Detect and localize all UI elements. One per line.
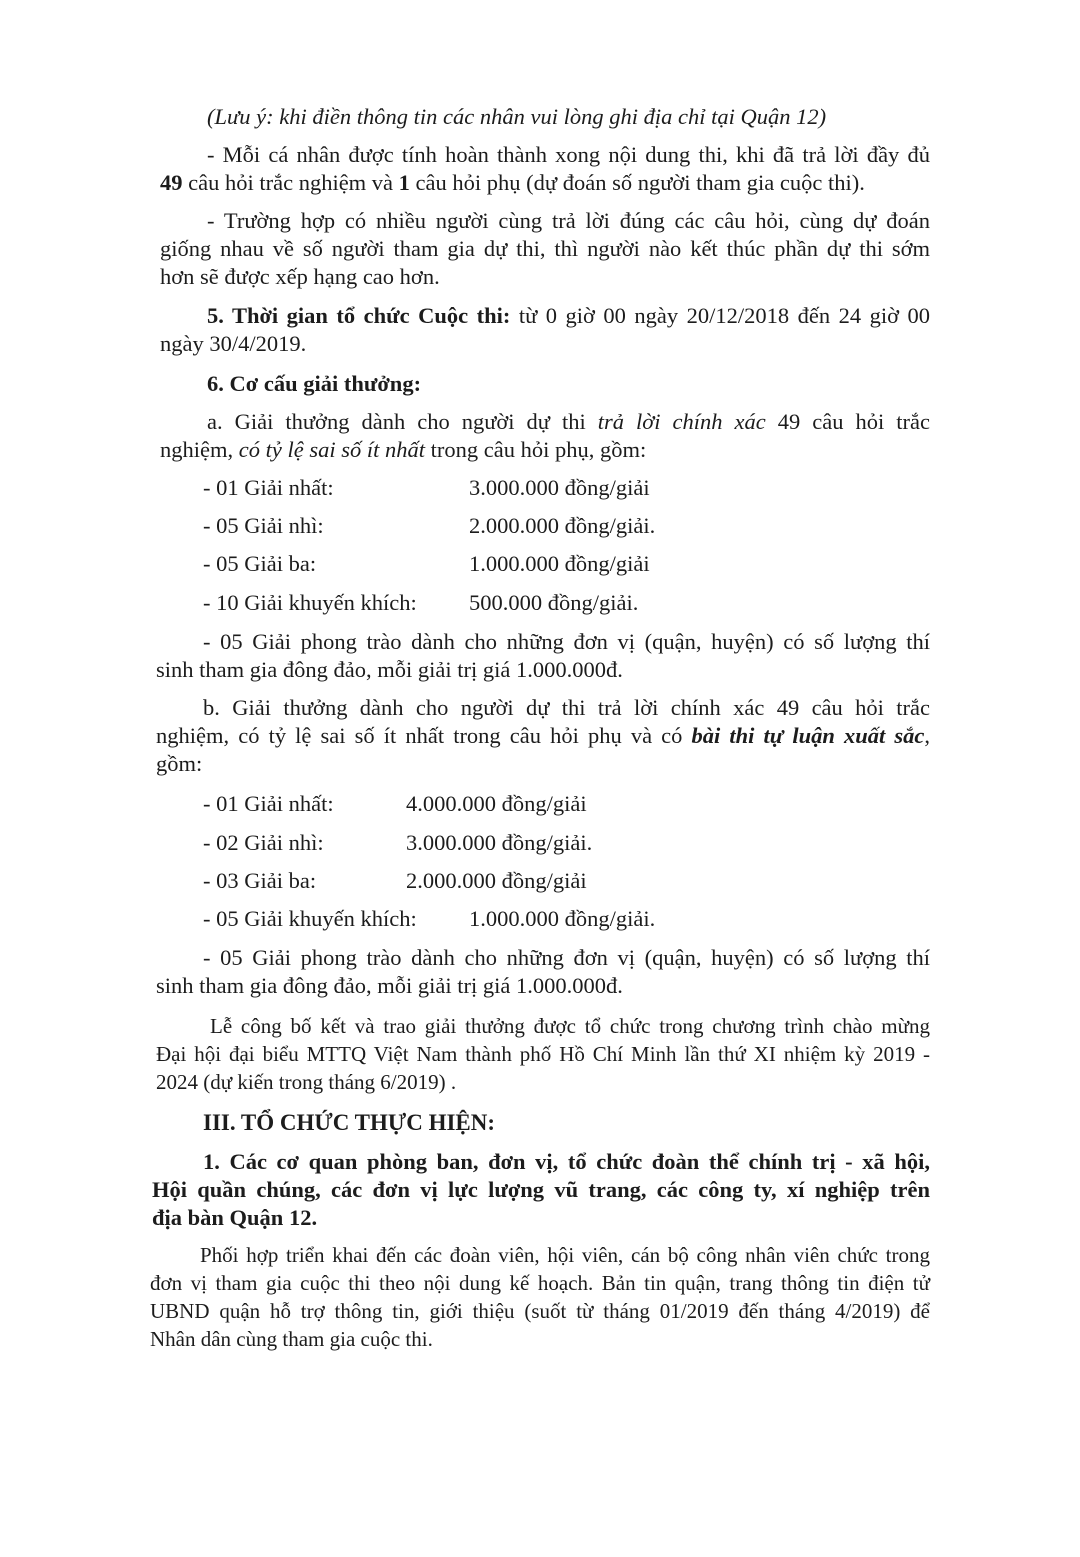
prize-b-comma: , xyxy=(924,723,930,748)
prize-b-label: - 02 Giải nhì: xyxy=(203,830,324,855)
section3-sub1-line-3: địa bàn Quận 12. xyxy=(152,1205,318,1230)
prize-a-label: - 05 Giải nhì: xyxy=(203,513,324,538)
completion-line-1: - Mỗi cá nhân được tính hoàn thành xong nội dung thi, khi đã trả lời đầy đủ xyxy=(207,142,930,167)
ceremony-line-2: Đại hội đại biểu MTTQ Việt Nam thành phố Hồ Chí Minh lần thứ XI nhiệm kỳ 2019 - xyxy=(156,1042,930,1066)
completion-text-end: câu hỏi phụ (dự đoán số người tham gia cuộc thi). xyxy=(409,170,865,195)
sub-question-count: 1 xyxy=(398,170,410,195)
prize-a-line-2 xyxy=(160,436,646,464)
section5-heading: 5. Thời gian tổ chức Cuộc thi: xyxy=(207,303,511,328)
question-count: 49 xyxy=(160,170,183,195)
prize-b-line-1: b. Giải thưởng dành cho người dự thi trả lời chính xác 49 câu hỏi trắc xyxy=(203,695,930,720)
prize-a-text2-end: trong câu hỏi phụ, gồm: xyxy=(424,437,647,462)
completion-line-2 xyxy=(160,169,865,197)
movement-b-line-2: sinh tham gia đông đảo, mỗi giải trị giá 1.000.000đ. xyxy=(156,973,623,998)
section6-heading: 6. Cơ cấu giải thưởng: xyxy=(207,371,422,396)
section3-para-line-1: Phối hợp triển khai đến các đoàn viên, hội viên, cán bộ công nhân viên chức trong xyxy=(200,1243,930,1267)
prize-a-label: - 01 Giải nhất: xyxy=(203,475,334,500)
section5-line-2: ngày 30/4/2019. xyxy=(160,331,307,356)
section5-line-1 xyxy=(207,302,930,330)
section3-sub1-line-2: Hội quần chúng, các đơn vị lực lượng vũ trang, các công ty, xí nghiệp trên xyxy=(152,1177,930,1202)
prize-a-label: - 10 Giải khuyến khích: xyxy=(203,590,417,615)
prize-b-label: - 01 Giải nhất: xyxy=(203,791,334,816)
section3-para-line-4: Nhân dân cùng tham gia cuộc thi. xyxy=(150,1327,433,1351)
prize-b-line-2 xyxy=(156,722,930,750)
prize-b-text: nghiệm, có tỷ lệ sai số ít nhất trong câu hỏi phụ và có xyxy=(156,723,692,748)
prize-b-amount: 1.000.000 đồng/giải. xyxy=(469,906,656,931)
prize-a-italic: trả lời chính xác xyxy=(597,409,766,434)
section3-sub1-line-1: 1. Các cơ quan phòng ban, đơn vị, tổ chức đoàn thể chính trị - xã hội, xyxy=(203,1149,930,1174)
movement-a-line-1: - 05 Giải phong trào dành cho những đơn vị (quận, huyện) có số lượng thí xyxy=(203,629,930,654)
movement-b-line-1: - 05 Giải phong trào dành cho những đơn vị (quận, huyện) có số lượng thí xyxy=(203,945,930,970)
prize-a-amount: 3.000.000 đồng/giải xyxy=(469,475,650,500)
section3-heading: III. TỔ CHỨC THỰC HIỆN: xyxy=(203,1110,496,1135)
prize-a-text2: nghiệm, xyxy=(160,437,239,462)
ceremony-line-1: Lễ công bố kết và trao giải thưởng được tổ chức trong chương trình chào mừng xyxy=(210,1014,930,1038)
prize-b-bold: bài thi tự luận xuất sắc xyxy=(691,723,925,748)
section3-para-line-2: đơn vị tham gia cuộc thi theo nội dung kế hoạch. Bản tin quận, trang thông tin điện tử xyxy=(150,1271,930,1295)
tie-rule-line-3: hơn sẽ được xếp hạng cao hơn. xyxy=(160,264,440,289)
prize-a-text-end: 49 câu hỏi trắc xyxy=(765,409,930,434)
prize-b-amount: 4.000.000 đồng/giải xyxy=(406,791,587,816)
movement-a-line-2: sinh tham gia đông đảo, mỗi giải trị giá 1.000.000đ. xyxy=(156,657,623,682)
prize-b-label: - 03 Giải ba: xyxy=(203,868,317,893)
note-line: (Lưu ý: khi điền thông tin các nhân vui lòng ghi địa chỉ tại Quận 12) xyxy=(207,104,827,129)
ceremony-line-3: 2024 (dự kiến trong tháng 6/2019) . xyxy=(156,1070,457,1094)
prize-a-italic2: có tỷ lệ sai số ít nhất xyxy=(238,437,425,462)
prize-b-amount: 2.000.000 đồng/giải xyxy=(406,868,587,893)
prize-b-label: - 05 Giải khuyến khích: xyxy=(203,906,417,931)
prize-b-amount: 3.000.000 đồng/giải. xyxy=(406,830,593,855)
prize-a-amount: 1.000.000 đồng/giải xyxy=(469,551,650,576)
prize-a-text: a. Giải thưởng dành cho người dự thi xyxy=(207,409,598,434)
section3-para-line-3: UBND quận hỗ trợ thông tin, giới thiệu (suốt từ tháng 01/2019 đến tháng 4/2019) để xyxy=(150,1299,930,1323)
prize-b-line-3: gồm: xyxy=(156,751,203,776)
prize-a-amount: 500.000 đồng/giải. xyxy=(469,590,639,615)
prize-a-label: - 05 Giải ba: xyxy=(203,551,317,576)
section5-text: từ 0 giờ 00 ngày 20/12/2018 đến 24 giờ 00 xyxy=(510,303,930,328)
prize-a-line-1 xyxy=(207,408,930,436)
completion-text: câu hỏi trắc nghiệm và xyxy=(182,170,399,195)
prize-a-amount: 2.000.000 đồng/giải. xyxy=(469,513,656,538)
tie-rule-line-2: giống nhau về số người tham gia dự thi, thì người nào kết thúc phần dự thi sớm xyxy=(160,236,930,261)
tie-rule-line-1: - Trường hợp có nhiều người cùng trả lời đúng các câu hỏi, cùng dự đoán xyxy=(207,208,930,233)
